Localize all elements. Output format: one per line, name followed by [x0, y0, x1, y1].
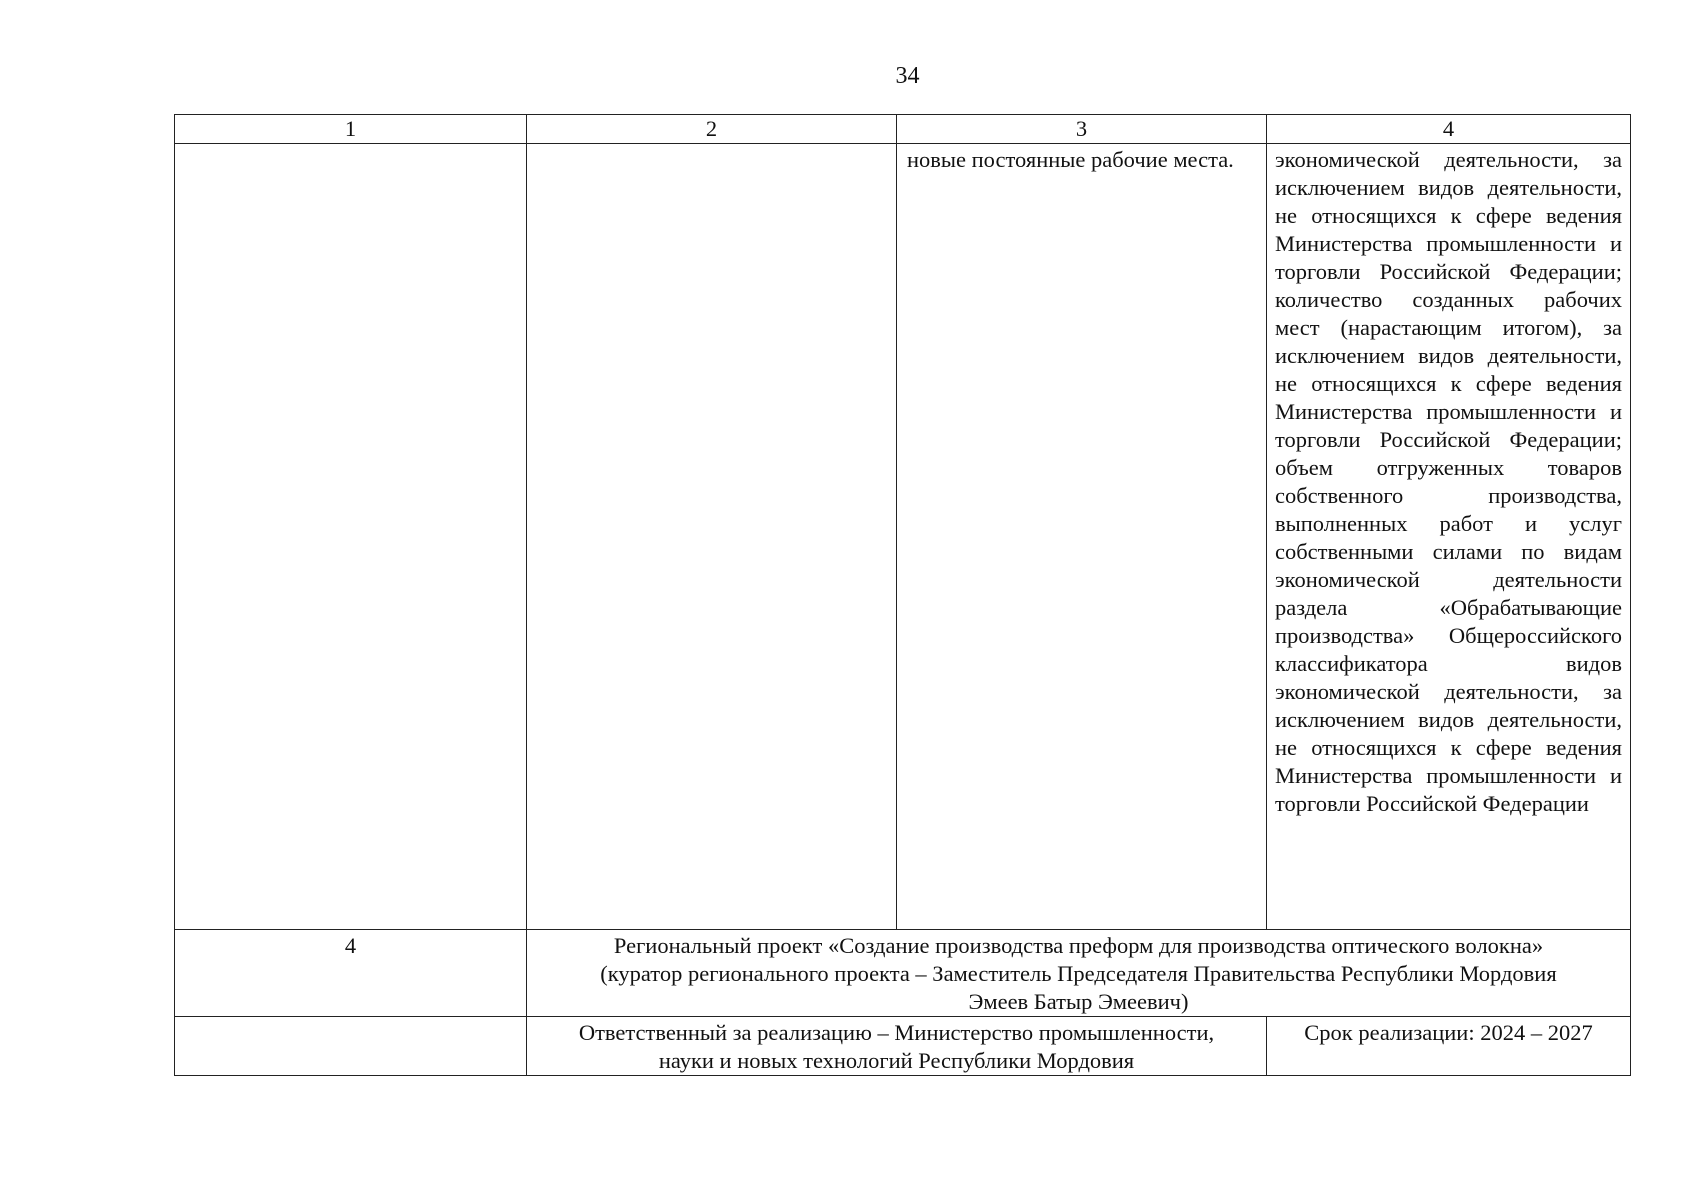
- responsible-text: [527, 1017, 1266, 1075]
- project-title-line-2: (куратор регионального проекта – Заместитель Председателя Правительства Республики Мордовия: [600, 961, 1557, 986]
- row-cell-3: [897, 144, 1267, 930]
- responsible-empty-text: [175, 1017, 526, 1019]
- project-number-cell: [175, 930, 527, 1017]
- responsible-row: [175, 1017, 1631, 1076]
- responsible-empty-cell: [175, 1017, 527, 1076]
- row-cell-4: [1267, 144, 1631, 930]
- column-header-2: 2: [527, 115, 897, 144]
- term-cell: [1267, 1017, 1631, 1076]
- row-cell-3-text: новые постоянные рабочие места.: [907, 147, 1234, 172]
- column-header-4: 4: [1267, 115, 1631, 144]
- row-cell-1: [175, 144, 527, 930]
- row-cell-2: [527, 144, 897, 930]
- term-text: Срок реализации: 2024 – 2027: [1304, 1020, 1593, 1045]
- responsible-line-1: Ответственный за реализацию – Министерство промышленности,: [578, 1020, 1215, 1045]
- page-number: 34: [895, 63, 920, 89]
- project-title-line-3: Эмеев Батыр Эмеевич): [968, 989, 1189, 1014]
- table-header-row: [175, 115, 1631, 144]
- project-title: [527, 930, 1630, 1016]
- row-cell-1-text: [175, 144, 526, 146]
- table-row: [175, 144, 1631, 930]
- project-title-cell: [527, 930, 1631, 1017]
- project-title-line-1: Региональный проект «Создание производства преформ для производства оптического волокна»: [613, 933, 1544, 958]
- project-number: 4: [344, 933, 357, 958]
- document-table: [174, 114, 1631, 1076]
- project-row: [175, 930, 1631, 1017]
- column-header-1: 1: [175, 115, 527, 144]
- column-header-3: 3: [897, 115, 1267, 144]
- row-cell-2-text: [527, 144, 896, 146]
- responsible-cell: [527, 1017, 1267, 1076]
- row-cell-4-text: экономической деятельности, за исключением видов деятельности, не относящихся к сфере ведения Министерства промышленности и торговли Российской Федерации; количество созданных рабочих мест (нарастающим итогом), за исключением видов деятельности, не относящихся к сфере ведения Министерства промышленности и торговли Российской Федерации; объем отгруженных товаров собственного производства, выполненных работ и услуг собственными силами по видам экономической деятельности раздела «Обрабатывающие производства» Общероссийского классификатора видов экономической деятельности, за исключением видов деятельности, не относящихся к сфере ведения Министерства промышленности и торговли Российской Федерации: [1275, 147, 1622, 816]
- responsible-line-2: науки и новых технологий Республики Мордовия: [658, 1048, 1135, 1073]
